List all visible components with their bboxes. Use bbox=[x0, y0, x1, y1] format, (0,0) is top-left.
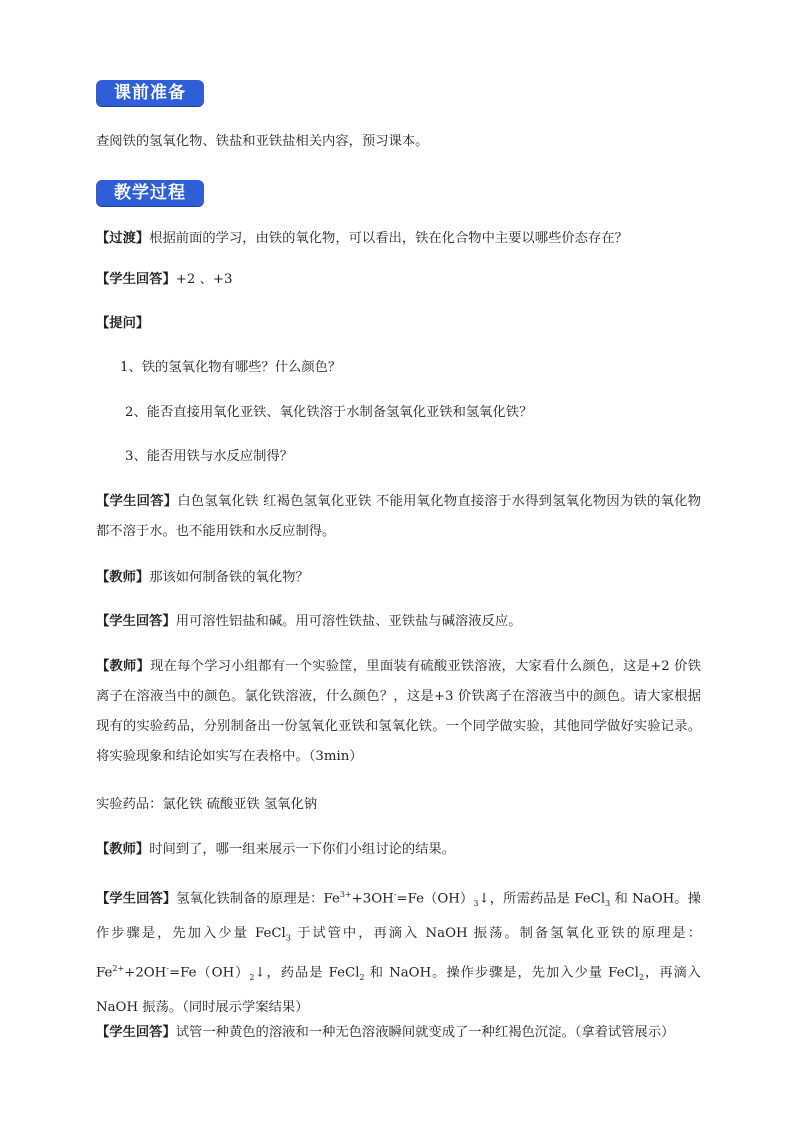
section-title-process: 教学过程 bbox=[96, 180, 204, 206]
section-title-prep: 课前准备 bbox=[96, 80, 204, 106]
tag-label: 【学生回答】 bbox=[96, 1025, 176, 1040]
formula-text: 氢氧化铁制备的原理是：Fe bbox=[176, 891, 340, 907]
formula-text: 和 NaOH。操作步骤是，先加入少量 FeCl bbox=[96, 891, 701, 942]
question-item-2: 2、能否直接用氧化亚铁、氧化铁溶于水制备氢氧化亚铁和氢氧化铁？ bbox=[125, 405, 533, 420]
superscript: - bbox=[393, 890, 397, 899]
paragraph-text: +2 、+3 bbox=[175, 272, 233, 287]
subscript: 2 bbox=[638, 972, 645, 982]
tag-label: 【过渡】 bbox=[96, 231, 150, 246]
paragraph-question bbox=[96, 309, 701, 339]
paragraph-text: 时间到了，哪一组来展示一下你们小组讨论的结果。 bbox=[149, 842, 456, 857]
subscript: 2 bbox=[249, 972, 255, 982]
paragraph-student-answer-1 bbox=[96, 265, 701, 295]
paragraph-text: 用可溶性铝盐和碱。用可溶性铁盐、亚铁盐与碱溶液反应。 bbox=[175, 614, 522, 629]
paragraph-teacher-3 bbox=[96, 835, 701, 865]
prep-text: 查阅铁的氢氧化物、铁盐和亚铁盐相关内容，预习课本。 bbox=[96, 134, 429, 149]
tag-label: 【学生回答】 bbox=[96, 494, 178, 509]
paragraph-text: 那该如何制备铁的氧化物？ bbox=[149, 570, 309, 585]
formula-text: +2OH bbox=[124, 965, 167, 981]
superscript: 2+ bbox=[112, 963, 125, 973]
subscript: 3 bbox=[473, 899, 479, 909]
tag-label: 【学生回答】 bbox=[96, 272, 176, 287]
subscript: 3 bbox=[285, 933, 291, 943]
tag-label: 【提问】 bbox=[96, 316, 150, 331]
tag-label: 【学生回答】 bbox=[96, 614, 176, 629]
paragraph-text: 现在每个学习小组都有一个实验筐，里面装有硫酸亚铁溶液，大家看什么颜色，这是+2 价铁离子在溶液当中的颜色。氯化铁溶液，什么颜色？，这是+3 价铁离子在溶液当中的颜色。请大家根据现有的实验药品，分别制备出一份氢氧化亚铁和氢氧化铁。一个同学做实验，其他同学做好实验记录。将实验现象和结论如实写在表格中。（3min） bbox=[96, 659, 701, 764]
experiment-reagents: 实验药品：氯化铁 硫酸亚铁 氢氧化钠 bbox=[96, 797, 318, 812]
formula-text: =Fe（OH） bbox=[396, 891, 474, 907]
paragraph-student-answer-3 bbox=[96, 607, 701, 637]
superscript: 3+ bbox=[339, 890, 352, 899]
tag-label: 【教师】 bbox=[96, 842, 150, 857]
paragraph-text: 白色氢氧化铁 红褐色氢氧化亚铁 不能用氧化物直接溶于水得到氢氧化物因为铁的氧化物都不溶于水。也不能用铁和水反应制得。 bbox=[96, 494, 701, 539]
superscript: - bbox=[166, 963, 169, 973]
formula-text: ，再滴入 NaOH 振荡。（同时展示学案结果） bbox=[96, 965, 701, 1015]
paragraph-student-answer-4 bbox=[96, 880, 701, 1023]
paragraph-student-answer-5 bbox=[96, 1018, 701, 1048]
paragraph-teacher-2 bbox=[96, 652, 701, 772]
subscript: 3 bbox=[605, 899, 611, 909]
paragraph-text: 试管一种黄色的溶液和一种无色溶液瞬间就变成了一种红褐色沉淀。（拿着试管展示） bbox=[175, 1025, 675, 1040]
formula-text: 于试管中，再滴入 NaOH 振荡。制备氢氧化亚铁的原理是： Fe bbox=[96, 926, 701, 981]
paragraph-teacher-1 bbox=[96, 563, 701, 593]
tag-label: 【教师】 bbox=[96, 659, 151, 674]
question-item-3: 3、能否用铁与水反应制得？ bbox=[125, 449, 294, 464]
formula-text: ↓，药品是 FeCl bbox=[254, 965, 360, 981]
formula-text: +3OH bbox=[351, 891, 394, 907]
question-item-1: 1、铁的氢氧化物有哪些？什么颜色？ bbox=[120, 360, 342, 375]
formula-text: =Fe（OH） bbox=[168, 965, 250, 981]
subscript: 2 bbox=[359, 972, 365, 982]
paragraph-transition bbox=[96, 224, 701, 254]
tag-label: 【学生回答】 bbox=[96, 891, 177, 907]
formula-text: ↓，所需药品是 FeCl bbox=[478, 891, 606, 907]
paragraph-text: 根据前面的学习，由铁的氧化物，可以看出，铁在化合物中主要以哪些价态存在？ bbox=[149, 231, 628, 246]
paragraph-student-answer-2 bbox=[96, 487, 701, 547]
formula-text: 和 NaOH。操作步骤是，先加入少量 FeCl bbox=[364, 965, 639, 981]
tag-label: 【教师】 bbox=[96, 570, 150, 585]
